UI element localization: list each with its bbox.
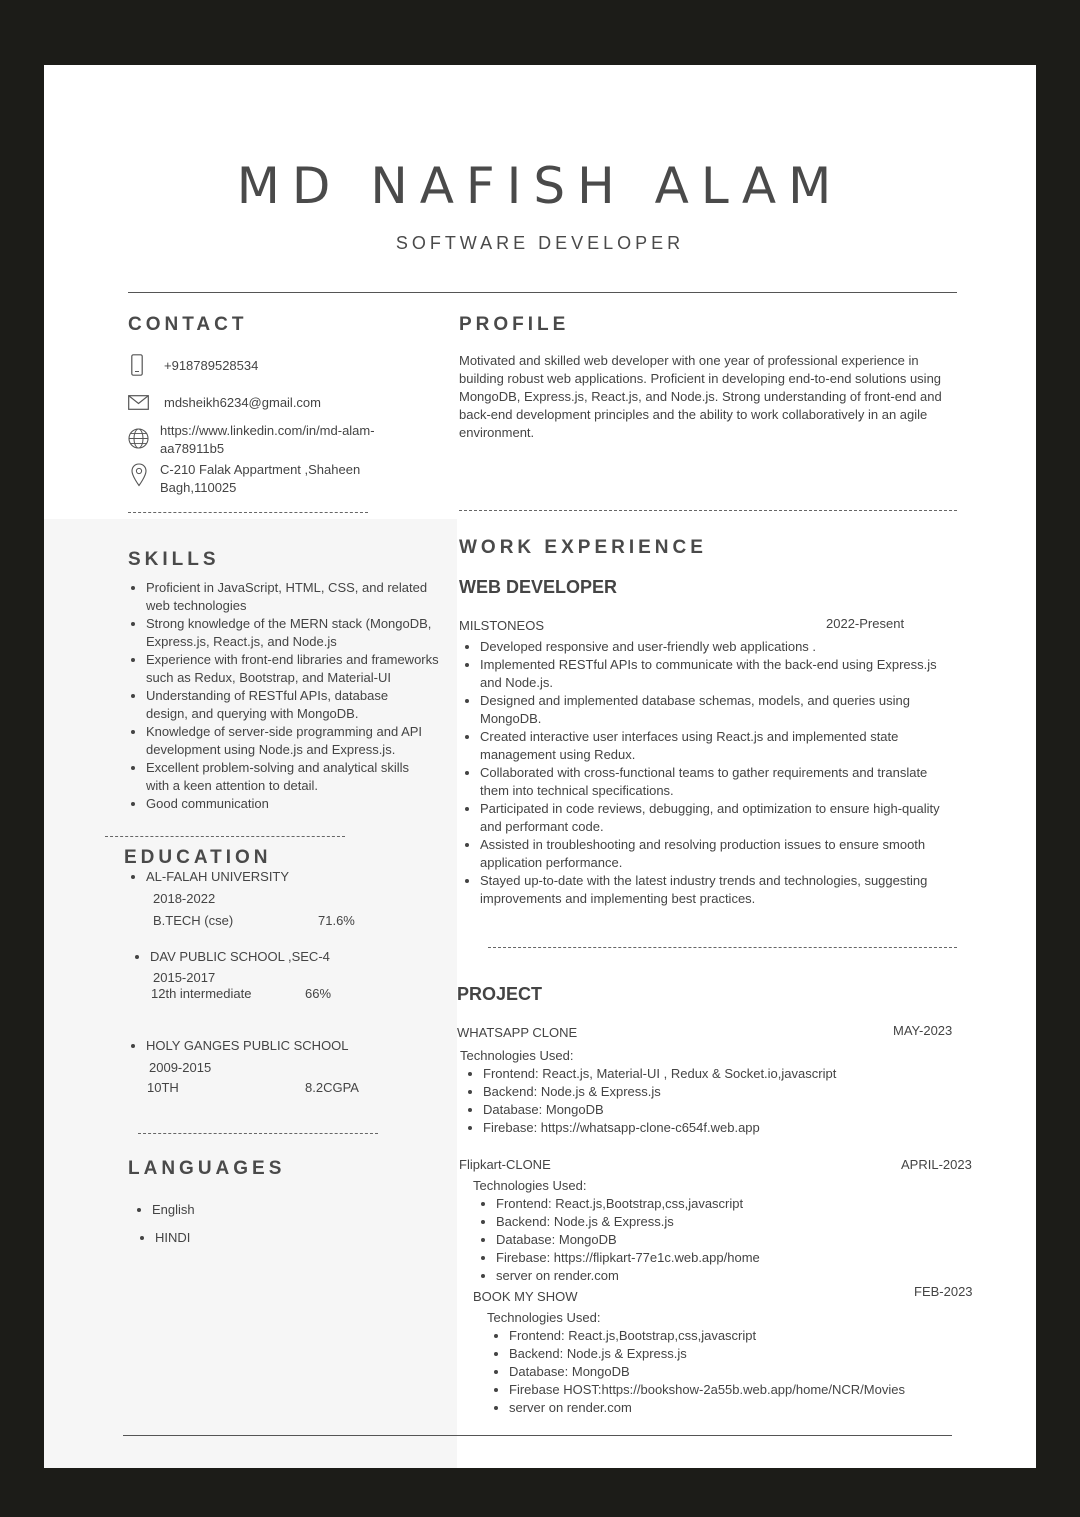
address-line-1: C-210 Falak Appartment ,Shaheen	[160, 462, 361, 477]
profile-divider	[459, 510, 957, 511]
list-item: • Developed responsive and user-friendly web applications .	[480, 638, 1000, 656]
profile-line: environment.	[459, 425, 535, 440]
education-heading: EDUCATION	[124, 847, 272, 868]
company-name: MILSTONEOS	[459, 618, 545, 633]
project-name: BOOK MY SHOW	[473, 1289, 578, 1304]
list-item: • Frontend: React.js,Bootstrap,css,javascript	[496, 1195, 996, 1213]
education-years: 2009-2015	[149, 1060, 212, 1075]
list-item: • Created interactive user interfaces using React.js and implemented state management using Redux.	[480, 728, 1000, 764]
profile-line: building robust web applications. Proficient in developing end-to-end solutions using	[459, 371, 942, 386]
list-item: • Database: MongoDB	[496, 1231, 996, 1249]
skills-divider	[105, 836, 345, 837]
list-item: • Frontend: React.js,Bootstrap,css,javascript	[509, 1327, 1009, 1345]
list-item: • Participated in code reviews, debugging, and optimization to ensure high-quality and performant code.	[480, 800, 1000, 836]
list-item[interactable]: • Firebase HOST:https://bookshow-2a55b.web.app/home/NCR/Movies	[509, 1381, 1009, 1399]
list-item: • Understanding of RESTful APIs, database design, and querying with MongoDB.	[146, 687, 476, 723]
project-name: WHATSAPP CLONE	[457, 1025, 578, 1040]
list-item: • Strong knowledge of the MERN stack (MongoDB, Express.js, React.js, and Node.js	[146, 615, 476, 651]
list-item: • Designed and implemented database schemas, models, and queries using MongoDB.	[480, 692, 1000, 728]
contact-address	[160, 461, 360, 497]
phone-icon	[131, 354, 143, 376]
contact-email[interactable]: mdsheikh6234@gmail.com	[164, 395, 321, 410]
list-item: • Experience with front-end libraries and frameworks such as Redux, Bootstrap, and Material-UI	[146, 651, 476, 687]
profile-text	[459, 352, 979, 442]
tech-label: Technologies Used:	[487, 1310, 601, 1325]
education-score: 66%	[305, 986, 332, 1001]
footer-divider	[123, 1435, 952, 1436]
profile-line: MongoDB, Express.js, React.js, and Node.js. Strong understanding of front-end and	[459, 389, 942, 404]
list-item: • Assisted in troubleshooting and resolving production issues to ensure smooth application performance.	[480, 836, 1000, 872]
profile-heading: PROFILE	[459, 314, 570, 335]
list-item: • Database: MongoDB	[509, 1363, 1009, 1381]
list-item: • Backend: Node.js & Express.js	[509, 1345, 1009, 1363]
linkedin-line-1: https://www.linkedin.com/in/md-alam-	[160, 423, 375, 438]
school-name: • AL-FALAH UNIVERSITY	[146, 868, 289, 886]
skills-list	[124, 579, 476, 813]
project-date: APRIL-2023	[901, 1157, 972, 1172]
education-degree: B.TECH (cse)	[153, 913, 234, 928]
list-item: • Implemented RESTful APIs to communicate with the back-end using Express.js and Node.js.	[480, 656, 1000, 692]
header-divider	[128, 292, 957, 293]
list-item: • Database: MongoDB	[483, 1101, 1003, 1119]
project-date: FEB-2023	[914, 1284, 973, 1299]
linkedin-line-2: aa78911b5	[160, 441, 225, 456]
job-role: WEB DEVELOPER	[459, 577, 618, 597]
candidate-name: MD NAFISH ALAM	[236, 157, 844, 215]
tech-list	[487, 1327, 1009, 1417]
tech-label: Technologies Used:	[460, 1048, 574, 1063]
list-item: • Knowledge of server-side programming and API development using Node.js and Express.js.	[146, 723, 476, 759]
contact-heading: CONTACT	[128, 314, 248, 335]
list-item: • Proficient in JavaScript, HTML, CSS, and related web technologies	[146, 579, 476, 615]
project-name: Flipkart-CLONE	[459, 1157, 551, 1172]
list-item: • server on render.com	[496, 1267, 996, 1285]
education-divider	[138, 1133, 378, 1134]
contact-linkedin[interactable]	[160, 422, 375, 458]
work-bullets	[458, 638, 1000, 908]
job-period: 2022-Present	[826, 616, 905, 631]
tech-list	[461, 1065, 1003, 1137]
skills-heading: SKILLS	[128, 549, 220, 570]
job-title: SOFTWARE DEVELOPER	[395, 233, 685, 253]
contact-phone[interactable]: +918789528534	[164, 358, 259, 373]
education-years: 2015-2017	[153, 970, 216, 985]
profile-line: Motivated and skilled web developer with one year of professional experience in	[459, 353, 919, 368]
education-score: 8.2CGPA	[305, 1080, 359, 1095]
school-name: • HOLY GANGES PUBLIC SCHOOL	[146, 1037, 349, 1055]
list-item: • Good communication	[146, 795, 476, 813]
tech-list	[474, 1195, 996, 1285]
tech-label: Technologies Used:	[473, 1178, 587, 1193]
email-icon	[128, 395, 149, 410]
list-item: • server on render.com	[509, 1399, 1009, 1417]
education-degree: 10TH	[147, 1080, 179, 1095]
list-item: • Backend: Node.js & Express.js	[496, 1213, 996, 1231]
school-name: • DAV PUBLIC SCHOOL ,SEC-4	[150, 948, 330, 966]
languages-list	[133, 1229, 190, 1247]
list-item: • English	[152, 1201, 195, 1219]
profile-line: back-end development principles and the ability to work collaboratively in an agile	[459, 407, 928, 422]
list-item: • Stayed up-to-date with the latest industry trends and technologies, suggesting improvements and implementing best practices.	[480, 872, 1000, 908]
languages-list	[130, 1201, 195, 1219]
education-years: 2018-2022	[153, 891, 216, 906]
list-item: • Frontend: React.js, Material-UI , Redux & Socket.io,javascript	[483, 1065, 1003, 1083]
list-item: • Excellent problem-solving and analytical skills with a keen attention to detail.	[146, 759, 476, 795]
list-item: • Collaborated with cross-functional teams to gather requirements and translate them into technical specifications.	[480, 764, 1000, 800]
project-date: MAY-2023	[893, 1023, 953, 1038]
work-experience-heading: WORK EXPERIENCE	[459, 537, 707, 558]
contact-divider	[128, 512, 368, 513]
location-pin-icon	[131, 463, 147, 487]
resume-page	[44, 65, 1036, 1468]
list-item: • HINDI	[155, 1229, 190, 1247]
list-item[interactable]: • Firebase: https://flipkart-77e1c.web.app/home	[496, 1249, 996, 1267]
list-item[interactable]: • Firebase: https://whatsapp-clone-c654f.web.app	[483, 1119, 1003, 1137]
education-degree: 12th intermediate	[151, 986, 252, 1001]
languages-heading: LANGUAGES	[128, 1158, 286, 1179]
work-divider	[488, 947, 957, 948]
globe-icon	[128, 428, 149, 449]
project-heading: PROJECT	[457, 984, 543, 1004]
list-item: • Backend: Node.js & Express.js	[483, 1083, 1003, 1101]
address-line-2: Bagh,110025	[160, 480, 237, 495]
education-score: 71.6%	[318, 913, 355, 928]
